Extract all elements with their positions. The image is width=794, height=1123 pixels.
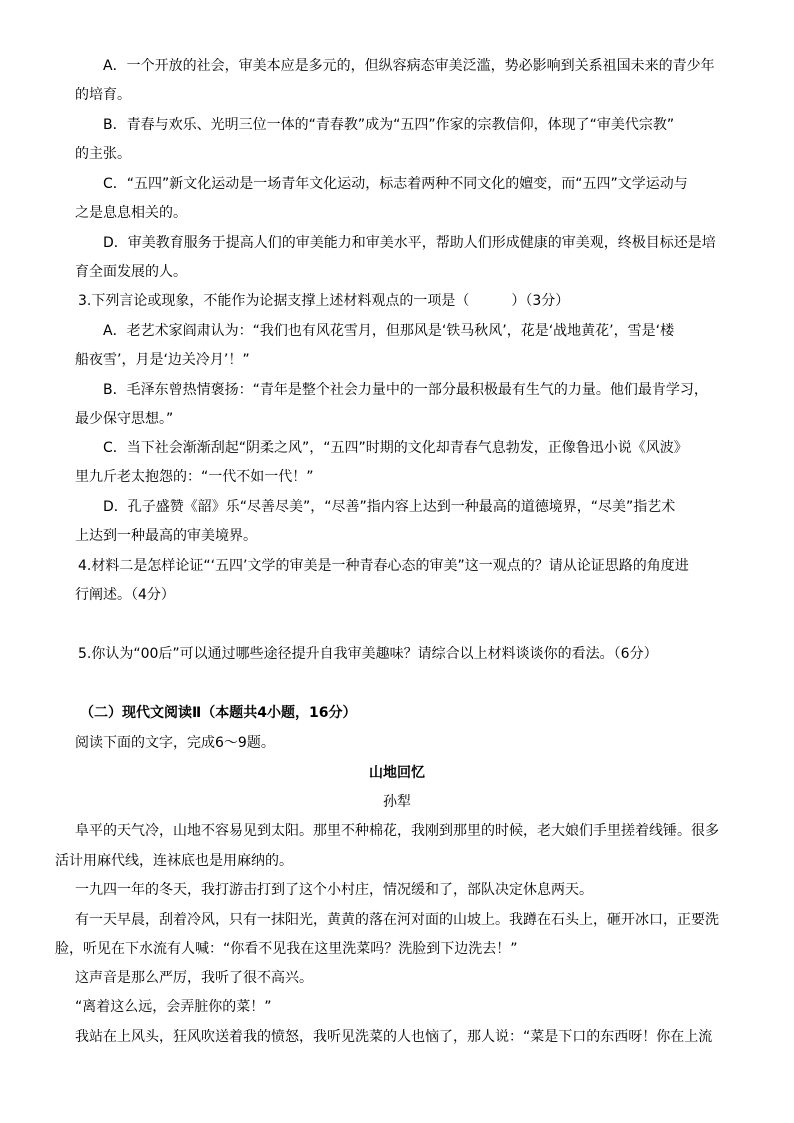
paragraph-line: 我站在上风头，狂风吹送着我的愤怒，我听见洗菜的人也恼了，那人说：“菜是下口的东西呀！你在上流 [75, 1029, 713, 1045]
paragraph-line: 脸，听见在下水流有人喊：“你看不见我在这里洗菜吗？洗脸到下边洗去！” [55, 941, 518, 957]
q3-option-a-line-2: 船夜雪’，月是‘边关冷月’！” [75, 352, 250, 368]
q3-option-d-line-2: 上达到一种最高的审美境界。 [75, 528, 257, 544]
paragraph-line: 阜平的天气冷，山地不容易见到太阳。那里不种棉花，我刚到那里的时候，老大娘们手里搓着线锤。很多 [75, 823, 719, 839]
question-5: 5.你认为“00后”可以通过哪些途径提升自我审美趣味？请综合以上材料谈谈你的看法。（6分） [78, 646, 658, 662]
q3-option-a-line-1: A．老艺术家阎肃认为：“我们也有风花雪月，但那风是‘铁马秋风’，花是‘战地黄花’，雪是‘楼 [103, 323, 675, 339]
q3-option-b-line-1: B．毛泽东曾热情褒扬：“青年是整个社会力量中的一部分最积极最有生气的力量。他们最肯学习， [103, 382, 708, 398]
option-a-line-2: 的培育。 [75, 87, 131, 103]
option-b-line-2: 的主张。 [75, 146, 131, 162]
option-a-line-1: A．一个开放的社会，审美本应是多元的，但纵容病态审美泛滥，势必影响到关系祖国未来的青少年 [103, 58, 715, 74]
question-4-line-2: 行阐述。（4分） [75, 587, 175, 603]
paragraph-line: 这声音是那么严厉，我听了很不高兴。 [75, 970, 313, 986]
q3-option-c-line-1: C．当下社会渐渐刮起“阴柔之风”，“五四”时期的文化却青春气息勃发，正像鲁迅小说《风波》 [103, 440, 688, 456]
question-4-line-1: 4.材料二是怎样论证“‘五四’文学的审美是一种青春心态的审美”这一观点的？请从论证思路的角度进 [78, 558, 689, 574]
q3-option-d-line-1: D．孔子盛赞《韶》乐“尽善尽美”，“尽善”指内容上达到一种最高的道德境界，“尽美”指艺术 [103, 499, 676, 515]
option-b-line-1: B．青春与欢乐、光明三位一体的“青春教”成为“五四”作家的宗教信仰，体现了“审美代宗教” [103, 117, 675, 133]
paragraph-line: “离着这么远，会弄脏你的菜！” [75, 999, 272, 1015]
q3-option-b-line-2: 最少保守思想。” [75, 411, 174, 427]
paragraph-line: 活计用麻代线，连袜底也是用麻纳的。 [55, 853, 293, 869]
section-heading: （二）现代文阅读Ⅱ（本题共4小题，16分） [80, 705, 357, 721]
article-title: 山地回忆 [369, 765, 425, 781]
section-instruction: 阅读下面的文字，完成6～9题。 [75, 735, 275, 751]
question-3-stem: 3.下列言论或现象，不能作为论据支撑上述材料观点的一项是（ ）（3分） [78, 293, 570, 309]
option-d-line-1: D．审美教育服务于提高人们的审美能力和审美水平，帮助人们形成健康的审美观，终极目标还是培 [103, 235, 716, 251]
q3-option-c-line-2: 里九斤老太抱怨的：“一代不如一代！” [75, 469, 314, 485]
option-c-line-1: C．“五四”新文化运动是一场青年文化运动，标志着两种不同文化的嬗变，而“五四”文学运动与 [103, 176, 688, 192]
paragraph-line: 有一天早晨，刮着冷风，只有一抹阳光，黄黄的落在河对面的山坡上。我蹲在石头上，砸开冰口，正要洗 [75, 912, 719, 928]
option-d-line-2: 育全面发展的人。 [75, 264, 187, 280]
paragraph-line: 一九四一年的冬天，我打游击打到了这个小村庄，情况缓和了，部队决定休息两天。 [75, 882, 593, 898]
article-author: 孙犁 [383, 794, 411, 810]
option-c-line-2: 之是息息相关的。 [75, 205, 187, 221]
